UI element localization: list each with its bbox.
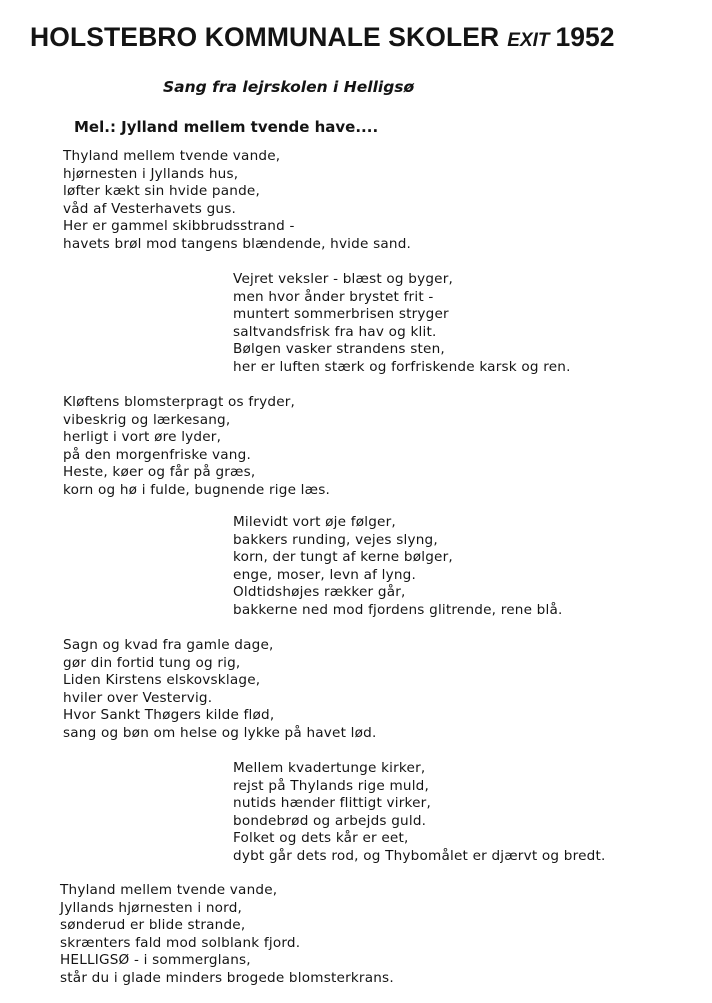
verse-line: våd af Vesterhavets gus.: [63, 200, 237, 217]
verse-line: Milevidt vort øje følger,: [233, 514, 396, 530]
verse-line: enge, moser, levn af lyng.: [233, 566, 416, 583]
melody-line: Mel.: Jylland mellem tvende have....: [74, 118, 379, 136]
verse-line: sønderud er blide strande,: [60, 917, 246, 934]
verse-line: vibeskrig og lærkesang,: [63, 411, 231, 428]
stanza-3: [63, 394, 330, 500]
verse-line: dybt går dets rod, og Thybomålet er djærvt og bredt.: [233, 847, 606, 864]
verse-line: gør din fortid tung og rig,: [63, 654, 241, 671]
verse-line: sang og bøn om helse og lykke på havet lød.: [63, 724, 377, 741]
header-title: HOLSTEBRO KOMMUNALE SKOLER: [30, 22, 500, 52]
verse-line: Vejret veksler - blæst og byger,: [233, 271, 454, 287]
verse-line: muntert sommerbrisen stryger: [233, 306, 449, 323]
verse-line: korn, der tungt af kerne bølger,: [233, 549, 453, 566]
verse-line: Sagn og kvad fra gamle dage,: [63, 637, 274, 653]
verse-line: skrænters fald mod solblank fjord.: [60, 934, 301, 951]
verse-line: nutids hænder flittigt virker,: [233, 795, 431, 812]
verse-line: saltvandsfrisk fra hav og klit.: [233, 323, 437, 340]
verse-line: hjørnesten i Jyllands hus,: [63, 165, 239, 182]
verse-line: Folket og dets kår er eet,: [233, 830, 409, 847]
verse-line: på den morgenfriske vang.: [63, 446, 251, 463]
song-subtitle: Sang fra lejrskolen i Helligsø: [163, 78, 415, 96]
stanza-5: [63, 637, 377, 743]
stanza-1: [63, 148, 411, 254]
verse-line: hviler over Vestervig.: [63, 689, 213, 706]
verse-line: HELLIGSØ - i sommerglans,: [60, 952, 251, 969]
verse-line: Kløftens blomsterpragt os fryder,: [63, 394, 296, 410]
verse-line: korn og hø i fulde, bugnende rige læs.: [63, 481, 331, 498]
verse-line: står du i glade minders brogede blomsterkrans.: [60, 969, 394, 986]
verse-line: Mellem kvadertunge kirker,: [233, 760, 426, 776]
header-year: 1952: [555, 22, 615, 52]
verse-line: bakkerne ned mod fjordens glitrende, rene blå.: [233, 601, 563, 618]
stanza-6: [233, 760, 606, 866]
verse-line: Thyland mellem tvende vande,: [60, 882, 278, 898]
verse-line: havets brøl mod tangens blændende, hvide sand.: [63, 235, 412, 252]
verse-line: løfter kækt sin hvide pande,: [63, 183, 261, 200]
verse-line: herligt i vort øre lyder,: [63, 429, 222, 446]
stanza-4: [233, 514, 563, 620]
stanza-2: [233, 271, 571, 377]
verse-line: Heste, køer og får på græs,: [63, 464, 256, 481]
verse-line: Oldtidshøjes rækker går,: [233, 584, 406, 601]
verse-line: men hvor ånder brystet frit -: [233, 288, 434, 305]
verse-line: Her er gammel skibbrudsstrand -: [63, 218, 295, 235]
verse-line: Liden Kirstens elskovsklage,: [63, 672, 261, 689]
verse-line: rejst på Thylands rige muld,: [233, 777, 430, 794]
verse-line: Thyland mellem tvende vande,: [63, 148, 281, 164]
verse-line: bakkers runding, vejes slyng,: [233, 531, 438, 548]
header-exit-label: EXIT: [507, 30, 550, 51]
verse-line: her er luften stærk og forfriskende karsk og ren.: [233, 358, 571, 375]
verse-line: Hvor Sankt Thøgers kilde flød,: [63, 707, 275, 724]
verse-line: bondebrød og arbejds guld.: [233, 812, 427, 829]
verse-line: Jyllands hjørnesten i nord,: [60, 899, 243, 916]
verse-line: Bølgen vasker strandens sten,: [233, 341, 445, 358]
document-header: [30, 22, 614, 53]
stanza-7: [60, 882, 394, 988]
